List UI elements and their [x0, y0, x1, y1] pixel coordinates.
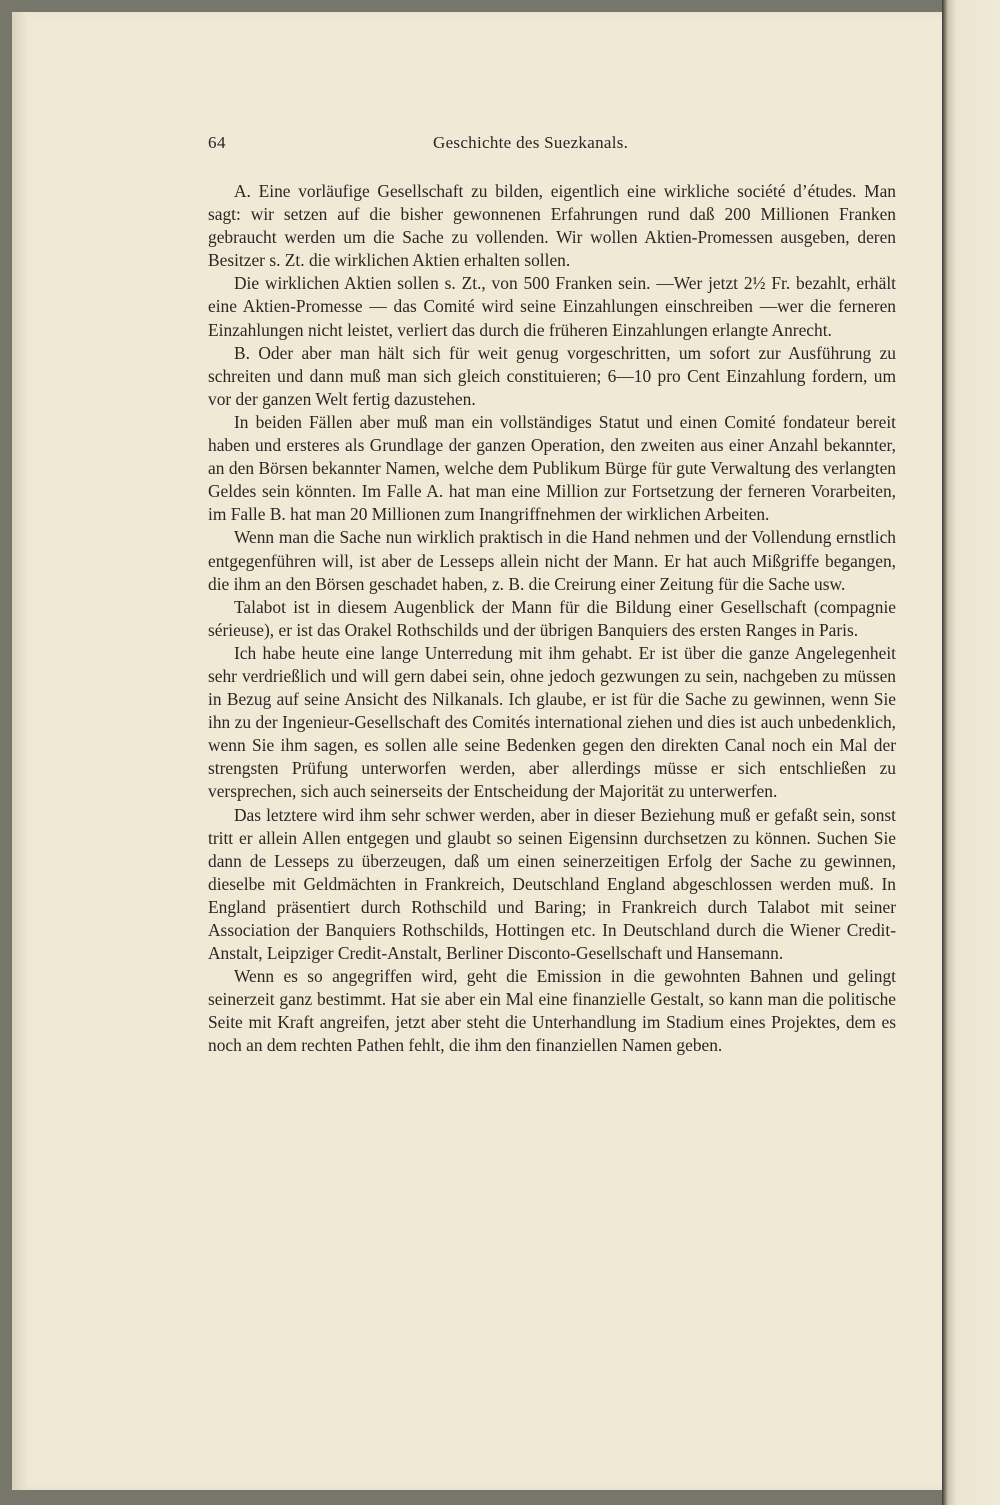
paragraph-statute: In beiden Fällen aber muß man ein vollständiges Statut und einen Comité fondateur bereit haben und ersteres als Grundlage der ganzen Operation, den zweiten aus einer Anzahl bekannter, an den Börsen bekannter Namen, welche dem Publikum Bürge für gute Verwaltung des verlangten Geldes sein könnten. Im Falle A. hat man eine Million zur Fortsetzung der ferneren Vorarbeiten, im Falle B. hat man 20 Millionen zum Inangriffnehmen der wirklichen Arbeiten. — [208, 411, 896, 525]
page-body — [208, 180, 896, 1058]
paragraph-option-a: A. Eine vorläufige Gesellschaft zu bilden, eigentlich eine wirkliche société d’études. Man sagt: wir setzen auf die bisher gewonnenen Erfahrungen rund daß 200 Millionen Franken gebraucht werden um die Sache zu vollenden. Wir wollen Aktien-Promessen ausgeben, deren Besitzer s. Zt. die wirklichen Aktien erhalten sollen. — [208, 181, 896, 271]
page-number: 64 — [208, 133, 226, 152]
paragraph-persuasion: Das letztere wird ihm sehr schwer werden, aber in dieser Beziehung muß er gefaßt sein, sonst tritt er allein Allen entgegen und glaubt so seinen Eigensinn durchsetzen zu können. Suchen Sie dann de Lesseps zu überzeugen, daß um einen seinerzeitigen Erfolg der Sache zu gewinnen, dieselbe mit Geldmächten in Frankreich, Deutschland England abgeschlossen werden muß. In England präsentiert durch Rothschild und Baring; in Frankreich durch Talabot mit seiner Association der Banquiers Rothschilds, Hottingen etc. In Deutschland durch die Wiener Credit-Anstalt, Leipziger Credit-Anstalt, Berliner Disconto-Gesellschaft und Hansemann. — [208, 804, 896, 964]
paragraph-shares: Die wirklichen Aktien sollen s. Zt., von 500 Franken sein. —Wer jetzt 2½ Fr. bezahlt, erhält eine Aktien-Promesse — das Comité wird seine Einzahlungen einschreiben —wer die ferneren Einzahlungen nicht leistet, verliert das durch die früheren Einzahlungen erlangte Anrecht. — [208, 273, 896, 340]
running-title: Geschichte des Suezkanals. — [433, 133, 629, 152]
paragraph-conversation: Ich habe heute eine lange Unterredung mit ihm gehabt. Er ist über die ganze Angelegenheit sehr verdrießlich und will gern dabei sein, ohne jedoch gezwungen zu sein, nachgeben zu müssen in Bezug auf seine Ansicht des Nilkanals. Ich glaube, er ist für die Sache zu gewinnen, wenn Sie ihn zu der Ingenieur-Gesellschaft des Comités international ziehen und dies ist auch unbedenklich, wenn Sie ihm sagen, es sollen alle seine Bedenken gegen den direkten Canal noch ein Mal der strengsten Prüfung unterworfen werden, aber allerdings müsse er sich entschließen zu versprechen, sich auch seinerseits der Entscheidung der Majorität zu unterwerfen. — [208, 642, 896, 802]
paragraph-option-b: B. Oder aber man hält sich für weit genug vorgeschritten, um sofort zur Ausführung zu schreiten und dann muß man sich gleich constituieren; 6—10 pro Cent Einzahlung fordern, um vor der ganzen Welt fertig dazustehen. — [208, 342, 896, 409]
paragraph-talabot: Talabot ist in diesem Augenblick der Mann für die Bildung einer Gesellschaft (compagnie sérieuse), er ist das Orakel Rothschilds und der übrigen Banquiers des ersten Ranges in Paris. — [208, 596, 896, 640]
paragraph-lesseps: Wenn man die Sache nun wirklich praktisch in die Hand nehmen und der Vollendung ernstlich entgegenführen will, ist aber de Lesseps allein nicht der Mann. Er hat auch Mißgriffe begangen, die ihm an den Börsen geschadet haben, z. B. die Creirung einer Zeitung für die Sache usw. — [208, 527, 896, 594]
paragraph-emission: Wenn es so angegriffen wird, geht die Emission in die gewohnten Bahnen und gelingt seinerzeit ganz bestimmt. Hat sie aber ein Mal eine finanzielle Gestalt, so kann man die politische Seite mit Kraft angreifen, jetzt aber steht die Unterhandlung im Stadium eines Projektes, dem es noch an dem rechten Pathen fehlt, die ihm den finanziellen Namen geben. — [208, 966, 896, 1056]
page-header — [208, 133, 896, 157]
facing-page-edge — [942, 0, 1000, 1505]
